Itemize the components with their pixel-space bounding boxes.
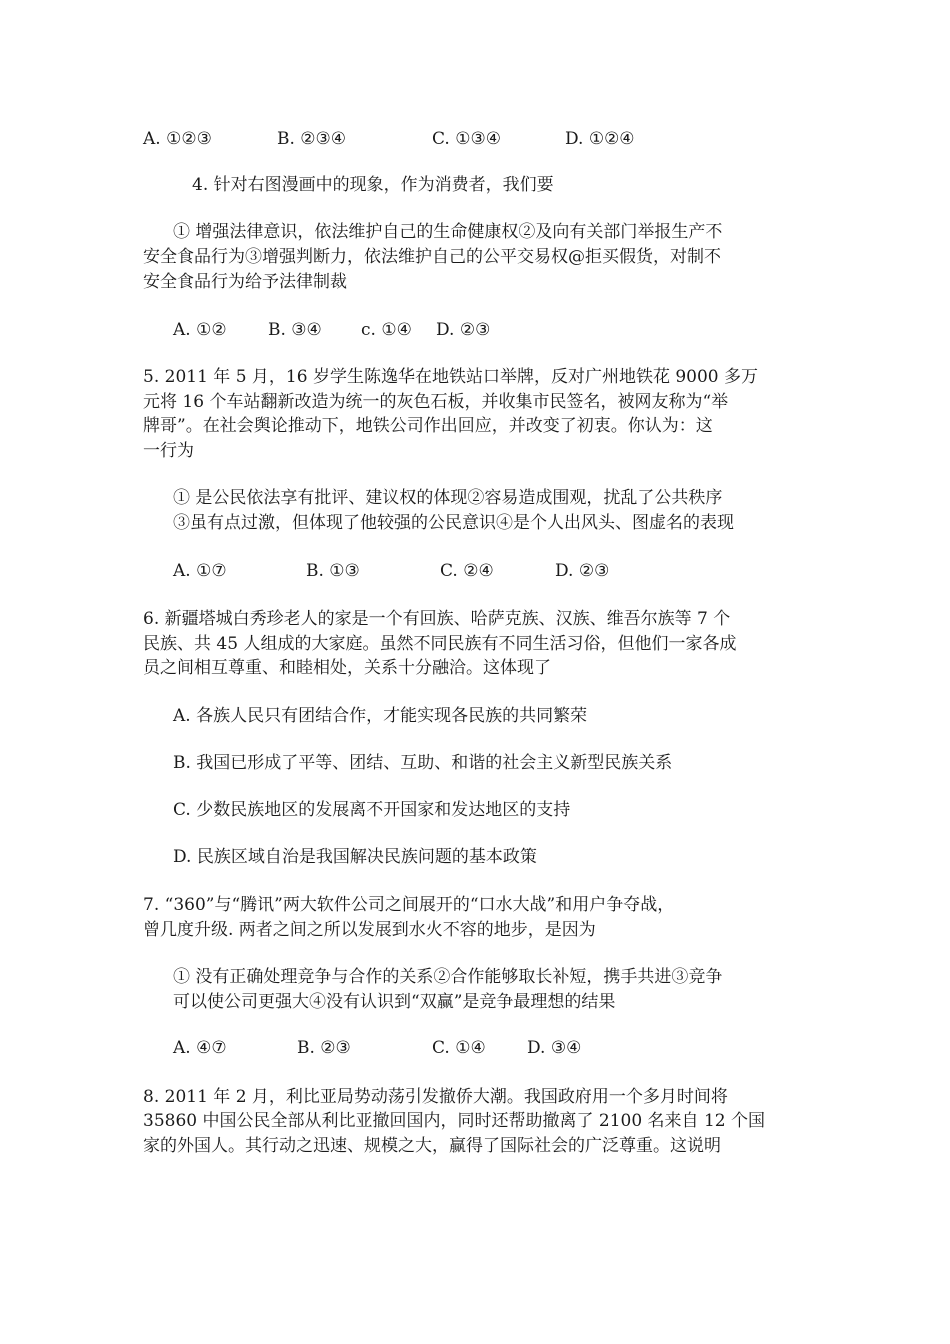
q7-option-a: A. ④⑦ — [173, 1038, 227, 1058]
q6-stem-line: 6. 新疆塔城白秀珍老人的家是一个有回族、哈萨克族、汉族、维吾尔族等 7 个 — [143, 609, 731, 629]
q8-stem-line: 8. 2011 年 2 月，利比亚局势动荡引发撤侨大潮。我国政府用一个多月时间将 — [143, 1087, 728, 1107]
q5-option-a: A. ①⑦ — [173, 561, 227, 581]
q3-option-b: B. ②③④ — [277, 129, 347, 149]
q8-stem-line: 35860 中国公民全部从利比亚撤回国内，同时还帮助撤离了 2100 名来自 12 个国 — [143, 1111, 765, 1131]
q4-body-line: ① 增强法律意识，依法维护自己的生命健康权②及向有关部门举报生产不 — [173, 222, 723, 242]
q5-body-line: ① 是公民依法享有批评、建议权的体现②容易造成围观，扰乱了公共秩序 — [173, 488, 723, 508]
q5-body-line: ③虽有点过激，但体现了他较强的公民意识④是个人出风头、图虚名的表现 — [173, 513, 734, 533]
q6-stem-line: 员之间相互尊重、和睦相处，关系十分融洽。这体现了 — [143, 658, 551, 678]
q7-stem-line: 7. “360”与“腾讯”两大软件公司之间展开的“口水大战”和用户争夺战， — [143, 895, 675, 915]
q5-stem-line: 一行为 — [143, 441, 194, 461]
q3-option-c: C. ①③④ — [432, 129, 501, 149]
q6-option-b: B. 我国已形成了平等、团结、互助、和谐的社会主义新型民族关系 — [173, 753, 673, 773]
q6-stem-line: 民族、共 45 人组成的大家庭。虽然不同民族有不同生活习俗，但他们一家各成 — [143, 634, 737, 654]
q7-option-b: B. ②③ — [297, 1038, 351, 1058]
q7-body-line: ① 没有正确处理竞争与合作的关系②合作能够取长补短，携手共进③竞争 — [173, 967, 723, 987]
q4-option-b: B. ③④ — [268, 320, 322, 340]
q4-option-d: D. ②③ — [436, 320, 491, 340]
q5-option-c: C. ②④ — [440, 561, 494, 581]
q5-stem-line: 5. 2011 年 5 月，16 岁学生陈逸华在地铁站口举牌，反对广州地铁花 9000 多万 — [143, 367, 759, 387]
q6-option-d: D. 民族区域自治是我国解决民族问题的基本政策 — [173, 847, 537, 867]
q3-option-d: D. ①②④ — [565, 129, 635, 149]
q3-option-a: A. ①②③ — [143, 129, 212, 149]
q7-stem-line: 曾几度升级. 两者之间之所以发展到水火不容的地步，是因为 — [143, 920, 596, 940]
q4-option-c: c. ①④ — [361, 320, 412, 340]
q7-option-d: D. ③④ — [527, 1038, 582, 1058]
q7-option-c: C. ①④ — [432, 1038, 486, 1058]
q4-body-line: 安全食品行为③增强判断力，依法维护自己的公平交易权@拒买假货，对制不 — [143, 247, 721, 267]
q5-stem-line: 牌哥”。在社会舆论推动下，地铁公司作出回应，并改变了初衷。你认为：这 — [143, 416, 713, 436]
q5-option-b: B. ①③ — [306, 561, 360, 581]
q8-stem-line: 家的外国人。其行动之迅速、规模之大，赢得了国际社会的广泛尊重。这说明 — [143, 1136, 721, 1156]
q6-option-a: A. 各族人民只有团结合作，才能实现各民族的共同繁荣 — [173, 706, 588, 726]
q4-body-line: 安全食品行为给予法律制裁 — [143, 272, 347, 292]
q5-option-d: D. ②③ — [555, 561, 610, 581]
q4-option-a: A. ①② — [173, 320, 227, 340]
q4-stem: 4. 针对右图漫画中的现象，作为消费者，我们要 — [192, 175, 554, 195]
q6-option-c: C. 少数民族地区的发展离不开国家和发达地区的支持 — [173, 800, 571, 820]
q7-body-line: 可以使公司更强大④没有认识到“双赢”是竞争最理想的结果 — [173, 992, 616, 1012]
q5-stem-line: 元将 16 个车站翻新改造为统一的灰色石板，并收集市民签名，被网友称为“举 — [143, 392, 729, 412]
